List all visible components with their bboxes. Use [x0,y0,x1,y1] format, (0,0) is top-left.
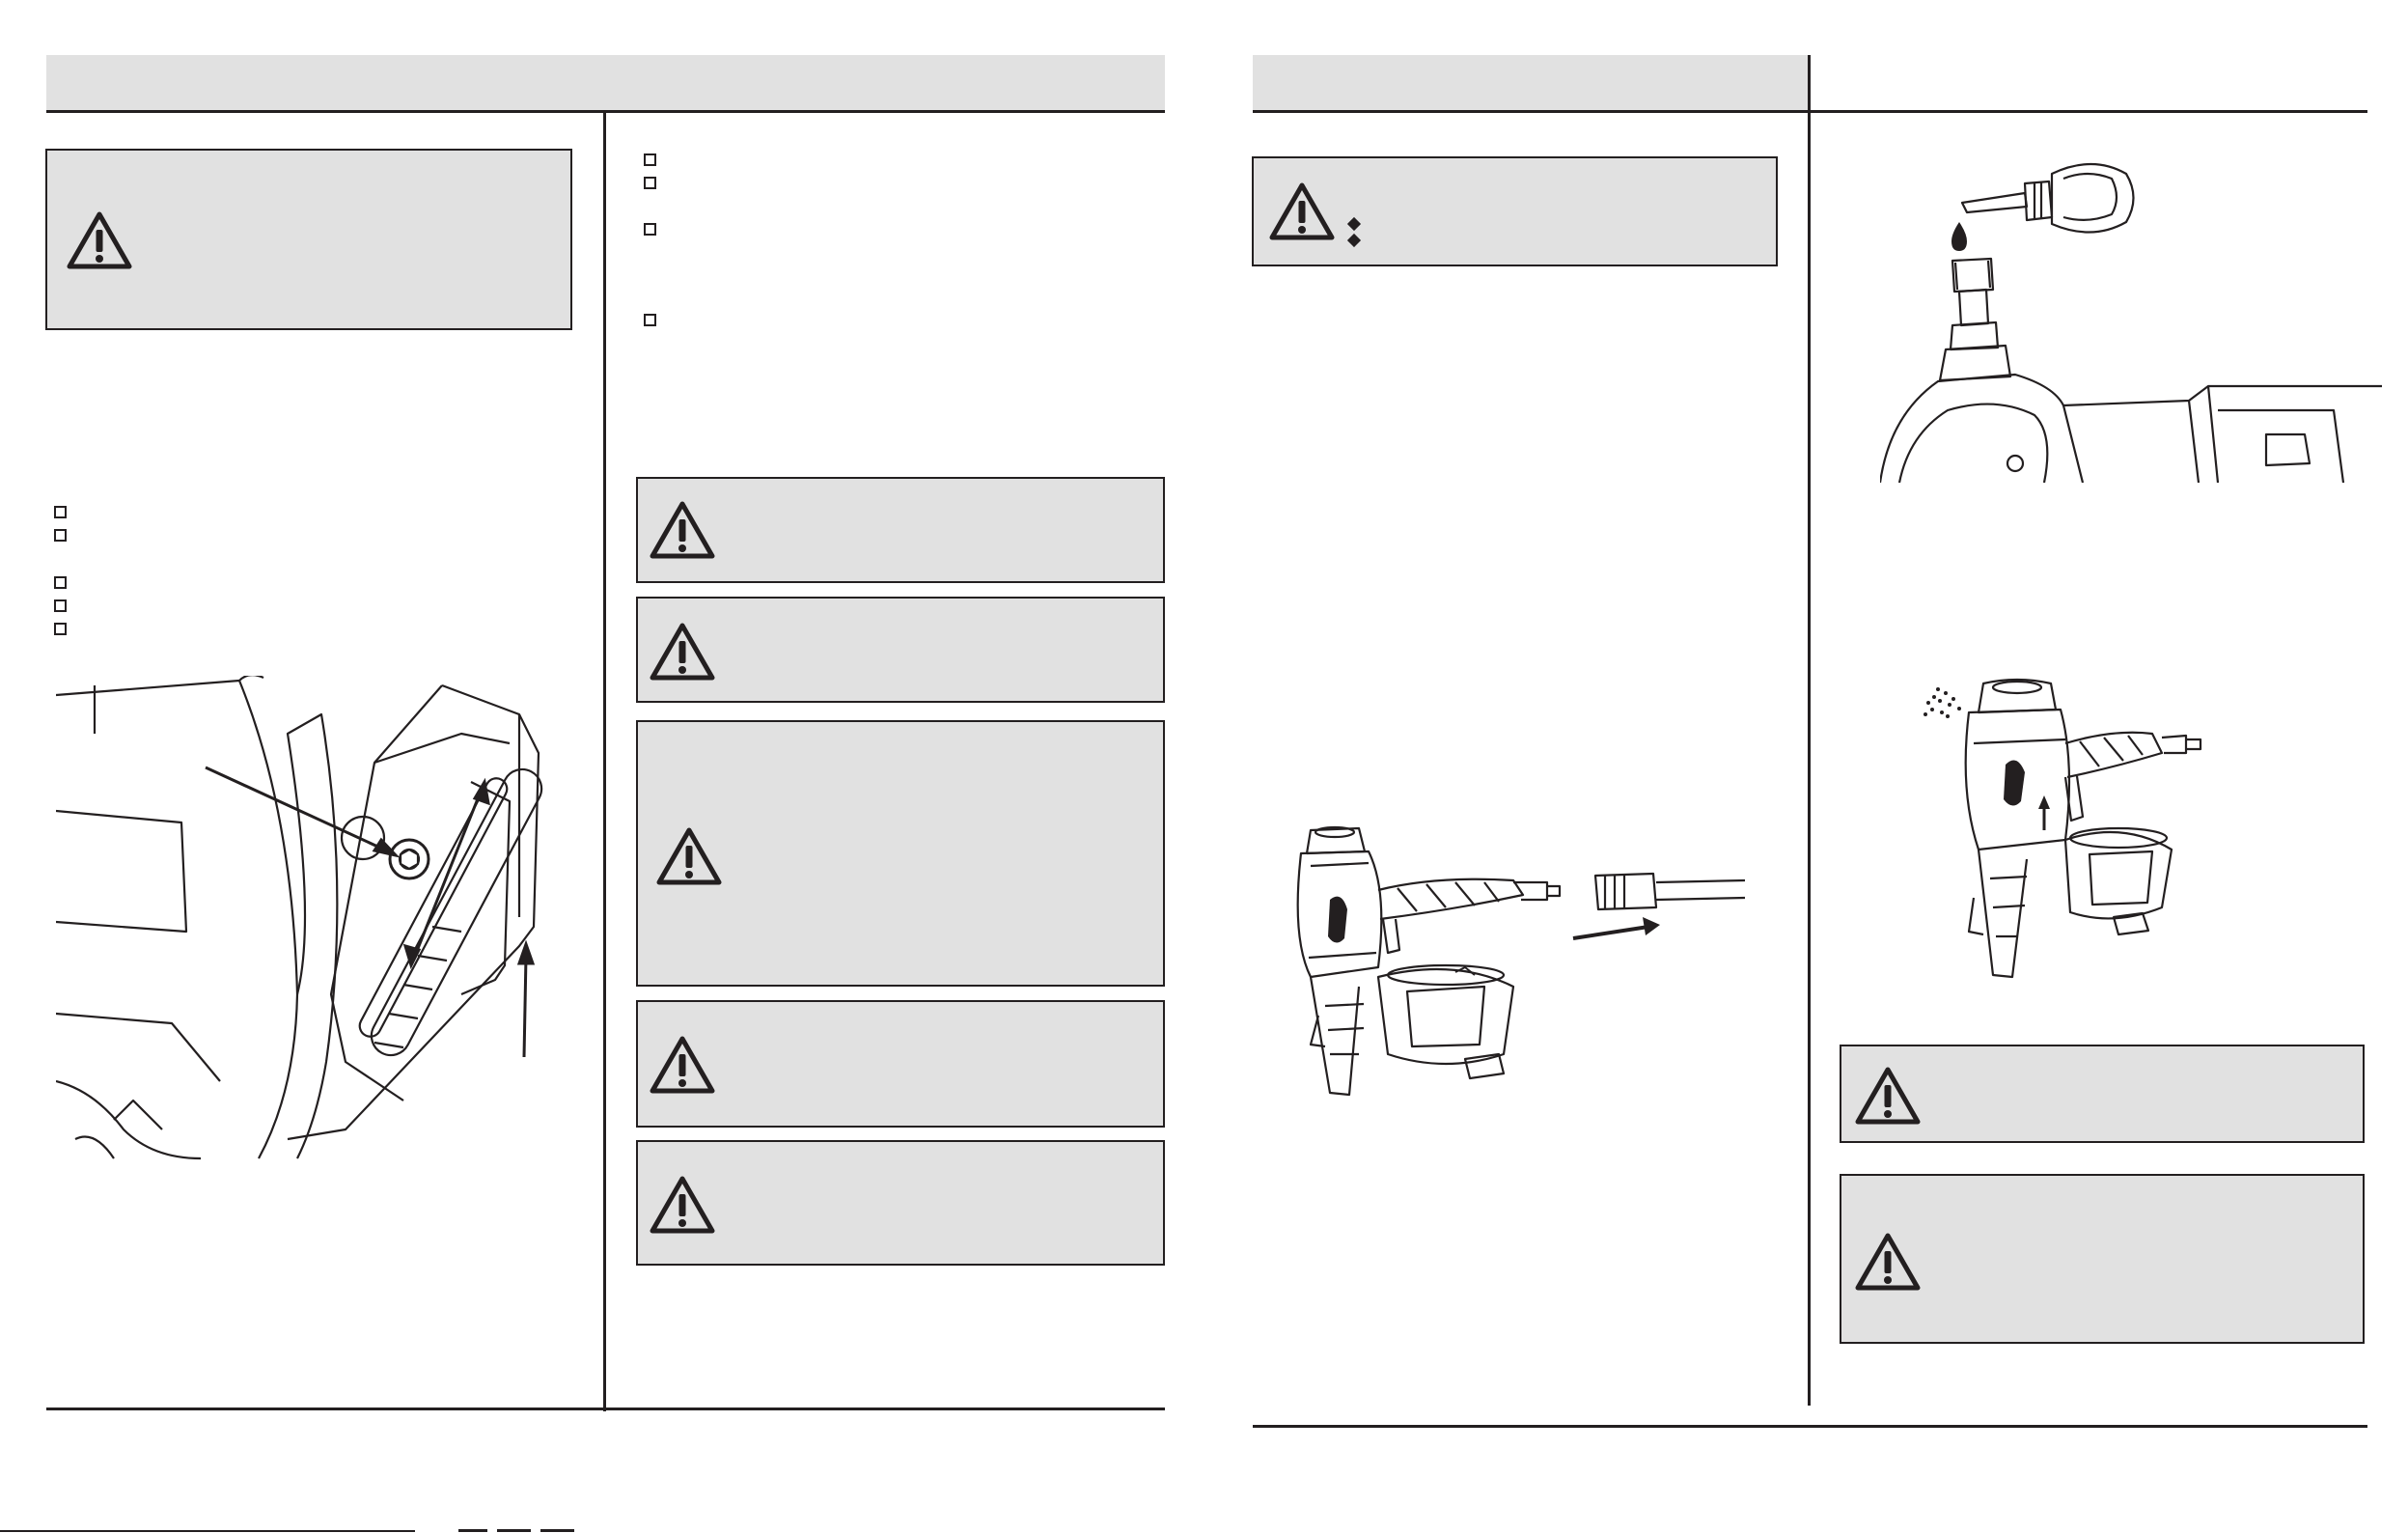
checklist-box [644,223,656,236]
print-mark-line [0,1530,415,1532]
warning-box [636,720,1165,987]
checklist-box [644,153,656,166]
warning-box [1252,156,1778,266]
warning-box [1840,1045,2365,1143]
warning-triangle-icon [650,1175,715,1235]
warning-box [45,149,572,330]
saw-guard-illustration [56,676,596,1168]
nailer-exhaust-illustration [1921,676,2210,1014]
checklist-box [644,177,656,189]
checklist-box [54,576,67,589]
warning-triangle-icon [656,826,722,886]
oil-bottle-illustration [1880,145,2382,483]
warning-triangle-icon [650,500,715,560]
print-mark-block [458,1529,487,1532]
checklist-box [54,506,67,518]
warning-box [636,477,1165,583]
checklist-box [644,314,656,326]
warning-box [636,1000,1165,1128]
warning-triangle-icon [1855,1066,1921,1126]
print-mark-block [497,1529,531,1532]
left-column-divider [603,112,606,1411]
checklist-box [54,599,67,612]
warning-triangle-icon [1269,181,1335,241]
checklist-box [54,529,67,542]
bullet-diamond [1347,234,1361,247]
print-mark-block [540,1529,574,1532]
checklist-box [54,623,67,635]
warning-box [636,1140,1165,1266]
nailer-disconnect-illustration [1272,822,1764,1102]
warning-triangle-icon [67,210,132,270]
warning-box [1840,1174,2365,1344]
warning-triangle-icon [1855,1232,1921,1292]
warning-triangle-icon [650,1035,715,1095]
warning-box [636,597,1165,703]
right-header-divider [1808,55,1811,112]
right-header-band [1253,55,1809,112]
left-header-band [46,55,1165,112]
left-footer-rule [46,1408,1165,1410]
warning-triangle-icon [650,622,715,682]
right-footer-rule [1253,1425,2367,1428]
bullet-diamond [1347,217,1361,231]
right-column-divider [1808,112,1811,1406]
